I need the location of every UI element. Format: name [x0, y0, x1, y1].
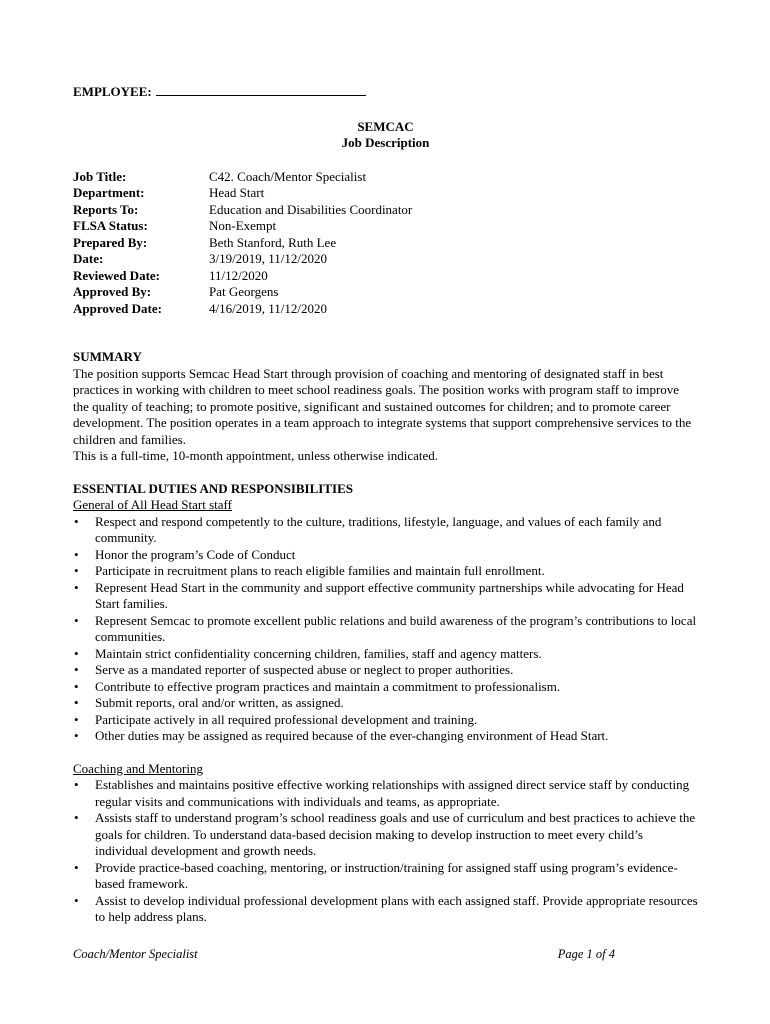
meta-row [73, 218, 698, 235]
meta-label: Approved Date: [73, 300, 162, 316]
meta-value: Non-Exempt [209, 218, 277, 233]
meta-value: Head Start [209, 185, 265, 200]
doc-title: Job Description [341, 135, 430, 150]
meta-label: Date: [73, 251, 104, 266]
coaching-duties-list [73, 777, 698, 926]
meta-label: Department: [73, 185, 145, 200]
meta-value: Education and Disabilities Coordinator [209, 201, 413, 217]
employee-signature-blank [156, 84, 366, 96]
general-duties-list [73, 514, 698, 745]
meta-label: Reports To: [73, 201, 139, 217]
job-meta-table [73, 169, 698, 318]
meta-row [73, 268, 698, 285]
meta-value: 11/12/2020 [209, 267, 268, 283]
list-item: • Provide practice-based coaching, mentoring, or instruction/training for assigned staff using program’s evidence-based framework. [73, 860, 698, 893]
coaching-subheading: Coaching and Mentoring [73, 760, 203, 776]
duties-heading: ESSENTIAL DUTIES AND RESPONSIBILITIES [73, 480, 353, 496]
meta-row [73, 202, 698, 219]
employee-label: EMPLOYEE: [73, 84, 152, 99]
list-item: • Establishes and maintains positive effective working relationships with assigned direct service staff by conducting regular visits and communications with individuals and teams, as appropriate. [73, 777, 698, 810]
meta-value: Pat Georgens [209, 284, 279, 299]
list-item: • Submit reports, oral and/or written, as assigned. [73, 695, 698, 712]
list-item: • Other duties may be assigned as required because of the ever-changing environment of Head Start. [73, 728, 698, 745]
meta-value: 3/19/2019, 11/12/2020 [209, 251, 327, 266]
list-item: • Represent Semcac to promote excellent public relations and build awareness of the program’s contributions to local communities. [73, 613, 698, 646]
meta-row [73, 235, 698, 252]
page-footer [73, 946, 615, 963]
list-item: • Assists staff to understand program’s school readiness goals and use of curriculum and best practices to achieve the goals for children. To understand data-based decision making to develop instruction to meet every child’s individual development and growth needs. [73, 810, 698, 860]
meta-row [73, 185, 698, 202]
list-item: • Respect and respond competently to the culture, traditions, lifestyle, language, and values of each family and community. [73, 514, 698, 547]
meta-label: FLSA Status: [73, 218, 148, 233]
summary-text: The position supports Semcac Head Start through provision of coaching and mentoring of designated staff in best practices in working with children to meet school readiness goals. The position works with program staff to improve the quality of teaching; to promote positive, significant and sustained outcomes for children; and to promote career development. The position operates in a team approach to integrate systems that support comprehensive services to the children and families. [73, 365, 692, 447]
list-item: • Serve as a mandated reporter of suspected abuse or neglect to proper authorities. [73, 662, 698, 679]
summary-heading: SUMMARY [73, 349, 142, 364]
employee-line [73, 84, 698, 101]
list-item: • Assist to develop individual professional development plans with each assigned staff. Provide appropriate resources to help address plans. [73, 893, 698, 926]
list-item: • Participate actively in all required professional development and training. [73, 712, 698, 729]
general-staff-subheading: General of All Head Start staff [73, 497, 232, 512]
meta-row [73, 169, 698, 186]
appointment-text: This is a full-time, 10-month appointment, unless otherwise indicated. [73, 448, 439, 463]
meta-row [73, 301, 698, 318]
document-page [73, 84, 698, 926]
meta-label: Job Title: [73, 168, 127, 184]
list-item: • Participate in recruitment plans to reach eligible families and maintain full enrollment. [73, 563, 698, 580]
meta-value: 4/16/2019, 11/12/2020 [209, 300, 327, 316]
list-item: • Represent Head Start in the community and support effective community partnerships while advocating for Head Start families. [73, 580, 698, 613]
footer-doc-name: Coach/Mentor Specialist [73, 947, 198, 961]
meta-label: Reviewed Date: [73, 267, 160, 283]
org-name: SEMCAC [357, 118, 414, 134]
meta-label: Approved By: [73, 284, 152, 299]
footer-page-number: Page 1 of 4 [557, 947, 615, 961]
meta-label: Prepared By: [73, 234, 148, 250]
list-item: • Maintain strict confidentiality concerning children, families, staff and agency matters. [73, 646, 698, 663]
meta-value: C42. Coach/Mentor Specialist [209, 168, 367, 184]
meta-row [73, 251, 698, 268]
list-item: • Contribute to effective program practices and maintain a commitment to professionalism. [73, 679, 698, 696]
meta-value: Beth Stanford, Ruth Lee [209, 234, 337, 250]
list-item: • Honor the program’s Code of Conduct [73, 547, 698, 564]
meta-row [73, 284, 698, 301]
